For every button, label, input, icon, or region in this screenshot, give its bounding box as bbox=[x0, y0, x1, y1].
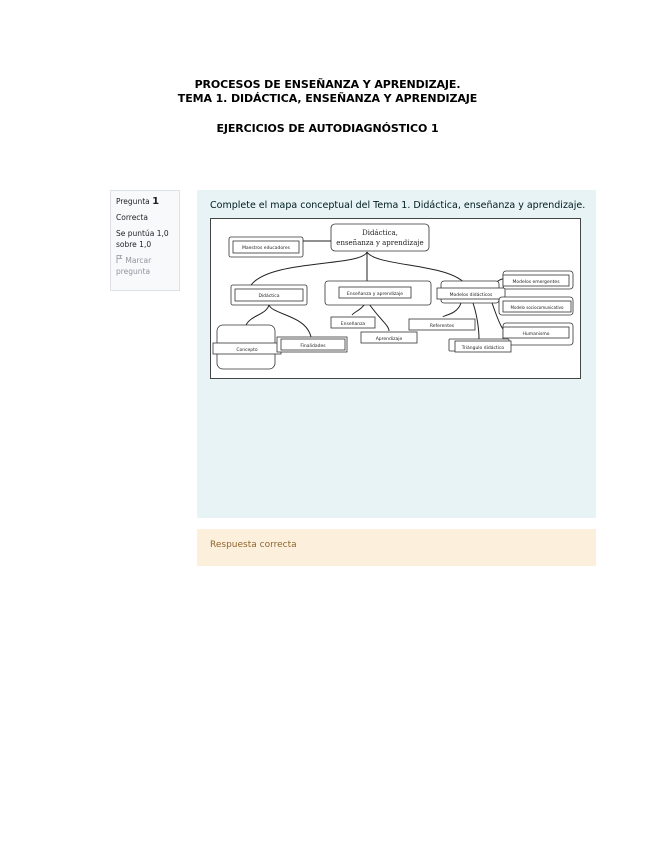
exercise-title: EJERCICIOS DE AUTODIAGNÓSTICO 1 bbox=[216, 122, 439, 135]
question-number-value: 1 bbox=[152, 196, 160, 207]
question-grade: Se puntúa 1,0 sobre 1,0 bbox=[116, 229, 169, 249]
map-node-humanismo: Humanismo bbox=[522, 332, 550, 337]
map-node-aprendizaje: Aprendizaje bbox=[375, 337, 403, 342]
map-node-maestros: Maestros educadores bbox=[242, 246, 290, 251]
flag-icon bbox=[116, 256, 125, 265]
course-title: PROCESOS DE ENSEÑANZA Y APRENDIZAJE. bbox=[194, 78, 461, 91]
map-node-emergentes: Modelos emergentes bbox=[512, 280, 560, 285]
question-text: Complete el mapa conceptual del Tema 1. Didáctica, enseñanza y aprendizaje. bbox=[210, 200, 586, 211]
map-node-concepto: Concepto bbox=[236, 348, 258, 353]
map-node-triangulo: Triángulo didáctico bbox=[461, 346, 505, 351]
document-header bbox=[0, 78, 655, 136]
map-node-sociocomunicativo: Modelo sociocomunicativo bbox=[510, 305, 564, 310]
question-content bbox=[197, 190, 596, 518]
map-node-referentes: Referentes bbox=[429, 324, 455, 329]
feedback-box bbox=[197, 529, 596, 566]
map-node-finalidades: Finalidades bbox=[300, 344, 326, 349]
map-node-ensenanza: Enseñanza bbox=[340, 322, 366, 327]
question-number: Pregunta 1 bbox=[116, 196, 160, 207]
feedback-text: Respuesta correcta bbox=[210, 540, 297, 550]
flag-question-link[interactable]: Marcar pregunta bbox=[116, 256, 152, 276]
topic-title: TEMA 1. DIDÁCTICA, ENSEÑANZA Y APRENDIZAJE bbox=[177, 92, 478, 105]
concept-map-image bbox=[210, 218, 581, 379]
map-root-line1: Didáctica, bbox=[362, 229, 398, 237]
question-info bbox=[110, 190, 180, 291]
map-node-ensenanza-aprendizaje: Enseñanza y aprendizaje bbox=[346, 292, 404, 297]
map-node-didactica: Didáctica bbox=[258, 294, 280, 299]
map-node-modelos: Modelos didácticos bbox=[449, 293, 493, 298]
map-root-line2: enseñanza y aprendizaje bbox=[336, 239, 424, 247]
question-state: Correcta bbox=[116, 213, 148, 222]
